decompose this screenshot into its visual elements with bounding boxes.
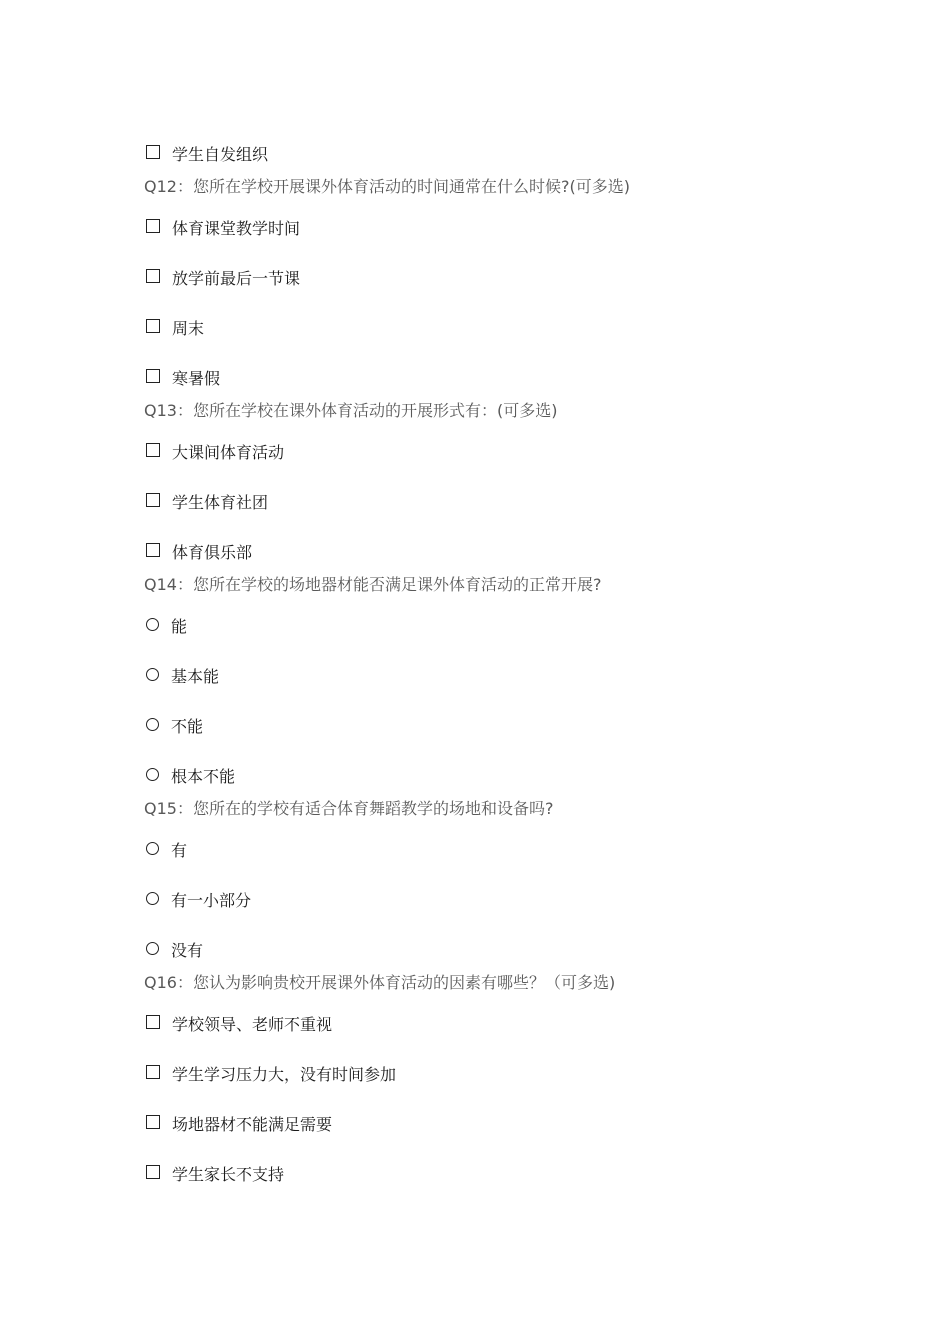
checkbox-square-icon[interactable] (146, 319, 160, 333)
checkbox-option[interactable] (146, 144, 268, 166)
option-label: 有一小部分 (171, 891, 252, 910)
checkbox-square-icon[interactable] (146, 219, 160, 233)
option-label: 学校领导、老师不重视 (172, 1015, 333, 1034)
option-label: 体育课堂教学时间 (172, 219, 301, 238)
option-label: 学生学习压力大，没有时间参加 (172, 1065, 397, 1084)
radio-circle-icon[interactable] (146, 768, 159, 781)
checkbox-square-icon[interactable] (146, 369, 160, 383)
option-label: 寒暑假 (172, 369, 221, 388)
checkbox-option[interactable] (146, 492, 268, 514)
radio-option[interactable] (146, 766, 235, 788)
checkbox-option[interactable] (146, 368, 220, 390)
option-label: 周末 (172, 319, 205, 338)
option-label: 能 (171, 617, 188, 636)
option-label: 有 (171, 841, 188, 860)
radio-option[interactable] (146, 666, 219, 688)
checkbox-option[interactable] (146, 1064, 396, 1086)
radio-option[interactable] (146, 890, 251, 912)
option-label: 大课间体育活动 (172, 443, 285, 462)
option-label: 学生家长不支持 (172, 1165, 285, 1184)
option-label: 基本能 (171, 667, 220, 686)
radio-option[interactable] (146, 840, 187, 862)
option-label: 学生自发组织 (172, 145, 269, 164)
radio-circle-icon[interactable] (146, 618, 159, 631)
option-label: 放学前最后一节课 (172, 269, 301, 288)
option-label: 场地器材不能满足需要 (172, 1115, 333, 1134)
radio-circle-icon[interactable] (146, 668, 159, 681)
question-text: Q16：您认为影响贵校开展课外体育活动的因素有哪些？（可多选) (144, 973, 616, 992)
checkbox-square-icon[interactable] (146, 145, 160, 159)
checkbox-square-icon[interactable] (146, 543, 160, 557)
checkbox-square-icon[interactable] (146, 443, 160, 457)
question-text: Q15：您所在的学校有适合体育舞蹈教学的场地和设备吗? (144, 799, 554, 818)
checkbox-option[interactable] (146, 218, 300, 240)
radio-option[interactable] (146, 716, 203, 738)
checkbox-option[interactable] (146, 1114, 332, 1136)
radio-circle-icon[interactable] (146, 892, 159, 905)
radio-circle-icon[interactable] (146, 942, 159, 955)
radio-option[interactable] (146, 940, 203, 962)
checkbox-square-icon[interactable] (146, 1015, 160, 1029)
checkbox-option[interactable] (146, 318, 204, 340)
option-label: 根本不能 (171, 767, 236, 786)
checkbox-option[interactable] (146, 268, 300, 290)
radio-circle-icon[interactable] (146, 718, 159, 731)
option-label: 不能 (171, 717, 204, 736)
checkbox-square-icon[interactable] (146, 1115, 160, 1129)
checkbox-square-icon[interactable] (146, 1065, 160, 1079)
checkbox-option[interactable] (146, 542, 252, 564)
checkbox-square-icon[interactable] (146, 1165, 160, 1179)
checkbox-option[interactable] (146, 442, 284, 464)
question-text: Q13：您所在学校在课外体育活动的开展形式有：(可多选) (144, 401, 558, 420)
checkbox-option[interactable] (146, 1164, 284, 1186)
checkbox-option[interactable] (146, 1014, 332, 1036)
checkbox-square-icon[interactable] (146, 493, 160, 507)
option-label: 学生体育社团 (172, 493, 269, 512)
radio-option[interactable] (146, 616, 187, 638)
radio-circle-icon[interactable] (146, 842, 159, 855)
option-label: 体育俱乐部 (172, 543, 253, 562)
question-text: Q14：您所在学校的场地器材能否满足课外体育活动的正常开展? (144, 575, 602, 594)
question-text: Q12：您所在学校开展课外体育活动的时间通常在什么时候?(可多选) (144, 177, 630, 196)
option-label: 没有 (171, 941, 204, 960)
checkbox-square-icon[interactable] (146, 269, 160, 283)
